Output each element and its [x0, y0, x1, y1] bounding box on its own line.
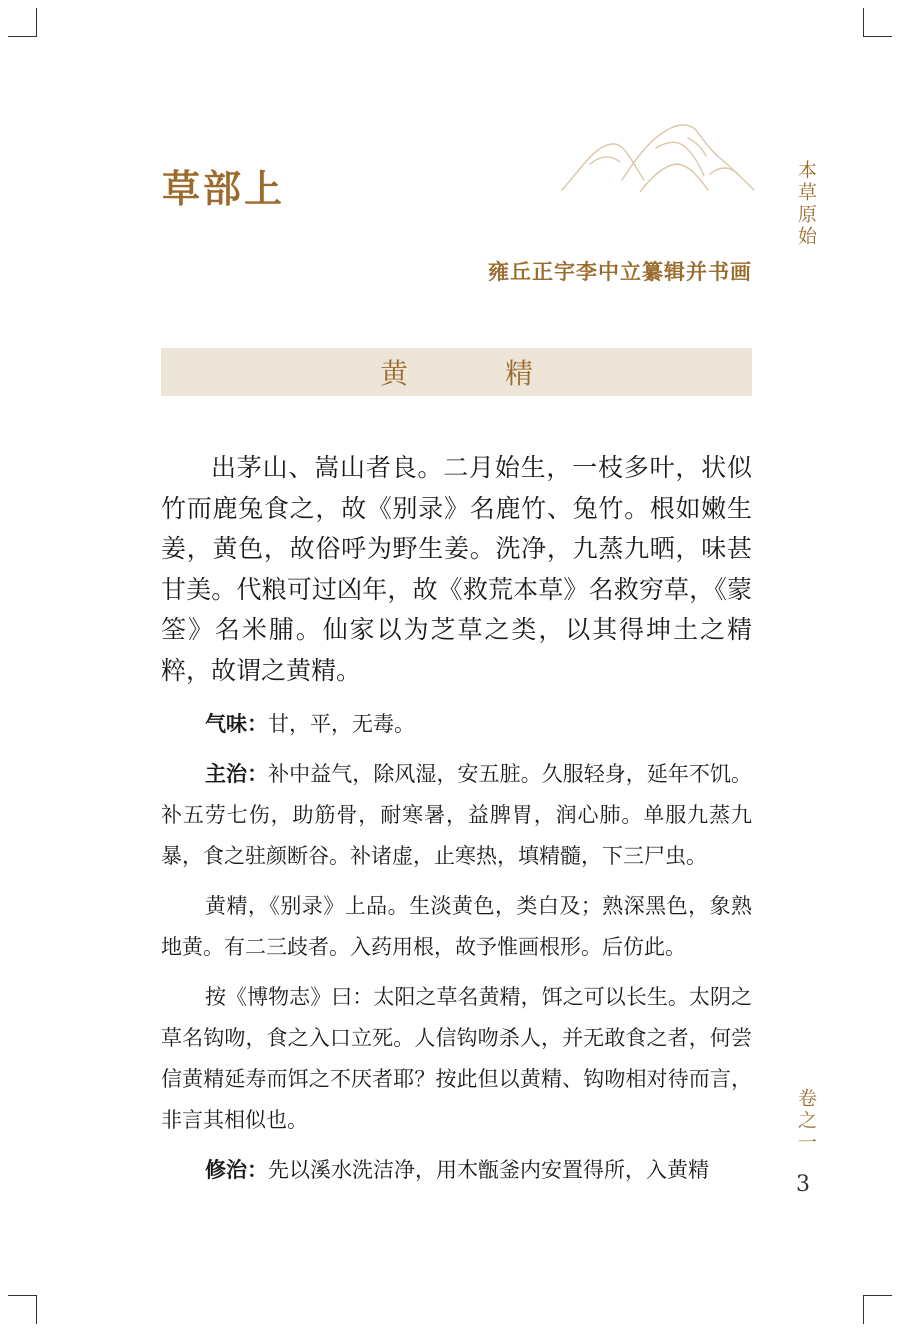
chapter-title: 草部上	[162, 166, 286, 211]
crop-mark-top-left	[8, 8, 37, 37]
running-head-book-title: 本草原始	[795, 160, 817, 248]
author-line: 雍丘正宇李中立纂辑并书画	[488, 259, 752, 284]
section-paragraph	[161, 885, 752, 968]
section-text: 按《博物志》曰：太阳之草名黄精，饵之可以长生。太阴之草名钩吻，食之入口立死。人信钩吻杀人，并无敢食之者，何尝信黄精延寿而饵之不厌者耶？按此但以黄精、钩吻相对待而言，非言其相似也。	[161, 985, 752, 1132]
section-paragraph	[161, 753, 752, 877]
section-paragraph	[161, 703, 752, 745]
section-text: 黄精，《别录》上品。生淡黄色，类白及；熟深黑色，象熟地黄。有二三歧者。入药用根，故予惟画根形。后仿此。	[161, 894, 752, 959]
crop-mark-top-right	[863, 8, 892, 37]
section-paragraph	[161, 976, 752, 1141]
section-text: 先以溪水洗洁净，用木甑釜内安置得所，入黄精	[268, 1158, 709, 1182]
section-paragraph	[161, 1149, 752, 1191]
crop-mark-bottom-left	[8, 1295, 37, 1324]
running-head-volume: 卷之一	[795, 1088, 817, 1154]
intro-paragraph: 出茅山、嵩山者良。二月始生，一枝多叶，状似竹而鹿兔食之，故《别录》名鹿竹、兔竹。根如嫩生姜，黄色，故俗呼为野生姜。洗净，九蒸九晒，味甚甘美。代粮可过凶年，故《救荒本草》名救穷草，《蒙筌》名米脯。仙家以为芝草之类，以其得坤土之精粹，故谓之黄精。	[161, 453, 752, 685]
section-label: 修治：	[205, 1157, 268, 1182]
section-text: 补中益气，除风湿，安五脏。久服轻身，延年不饥。补五劳七伤，助筋骨，耐寒暑，益脾胃，润心肺。单服九蒸九暴，食之驻颜断谷。补诸虚，止寒热，填精髓，下三尸虫。	[161, 762, 753, 868]
section-label: 主治：	[205, 761, 269, 786]
mountain-ornament-icon	[560, 118, 755, 198]
entry-title: 黄 精	[380, 357, 577, 390]
crop-mark-bottom-right	[863, 1295, 892, 1324]
section-text: 甘，平，无毒。	[268, 712, 415, 736]
section-label: 气味：	[205, 711, 268, 736]
page-number: 3	[796, 1172, 810, 1197]
entry-title-bar	[161, 348, 752, 396]
entry-body	[161, 448, 752, 1199]
